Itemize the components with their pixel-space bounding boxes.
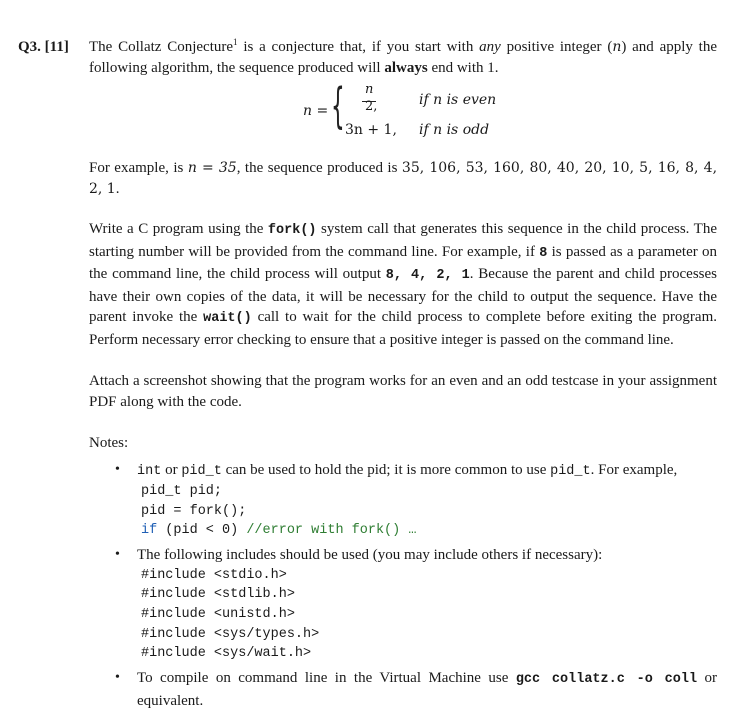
note-item: [89, 668, 717, 711]
intro-text: is a conjecture that, if you start with: [237, 39, 480, 55]
footnote-mark: 1: [233, 37, 238, 47]
formula-case-even: if n is even: [419, 92, 497, 108]
note-text: [137, 668, 717, 711]
note-text-part: or equivalent.: [137, 670, 717, 709]
bullet: •: [115, 461, 120, 477]
example-sequence: 35, 106, 53, 160, 80, 40, 20, 10, 5, 16, 8, 4, 2, 1: [89, 160, 718, 197]
code-wait: wait(): [203, 311, 252, 326]
emphasis-any: any: [479, 39, 501, 55]
code-int: int: [137, 463, 162, 479]
attach-paragraph: Attach a screenshot showing that the program works for an even and an odd testcase in your assignment PDF along with the code.: [89, 373, 717, 410]
code-line: pid = fork();: [141, 503, 247, 519]
variable-n: n: [612, 39, 622, 55]
task-text: . Because the parent and child processes have their own copies of the data, it will be necessary for the child to output the sequence. Have the parent invoke the: [89, 266, 717, 325]
example-paragraph: [89, 158, 717, 199]
note-text: [137, 460, 717, 483]
code-text: (pid < 0): [157, 523, 247, 539]
code-fork: fork(): [267, 223, 317, 238]
include-line: #include <stdlib.h>: [141, 587, 295, 603]
note-item: [89, 545, 717, 664]
task-text: Write a C program using the: [89, 221, 268, 237]
code-keyword: if: [141, 523, 158, 539]
notes-title: Notes:: [89, 435, 129, 451]
question-label: Q3. [11]: [18, 39, 69, 55]
intro-text: positive integer (: [500, 39, 613, 55]
code-line: [137, 521, 717, 541]
code-compile-command: gcc collatz.c -o coll: [515, 672, 698, 688]
intro-text: end with 1.: [427, 59, 499, 76]
task-text: is passed as a parameter on the command line, the child process will output: [89, 243, 718, 282]
note-item: [89, 460, 717, 542]
example-text: .: [115, 180, 120, 197]
collatz-formula: [89, 80, 717, 144]
task-text: call to wait for the child process to complete before exiting the program. Perform necessary error checking to ensure that a positive integer is passed on the command line.: [89, 309, 717, 348]
include-line: #include <stdio.h>: [141, 567, 287, 583]
code-pid-t: pid_t: [550, 463, 591, 479]
example-text: , the sequence produced is: [236, 160, 402, 176]
formula-numerator: n: [365, 82, 374, 97]
note-text: The following includes should be used (you may include others if necessary):: [137, 547, 603, 564]
code-eight: 8: [539, 245, 548, 261]
include-line: #include <unistd.h>: [141, 607, 295, 623]
code-pid-t: pid_t: [181, 463, 222, 479]
formula-brace: {: [331, 78, 345, 134]
note-text-part: or: [161, 461, 182, 478]
formula-comma: ,: [373, 99, 378, 114]
formula-case-odd: if n is odd: [419, 122, 490, 138]
include-line: #include <sys/wait.h>: [141, 646, 312, 662]
example-text: For example, is: [89, 160, 188, 176]
formula-lhs: n =: [303, 103, 329, 119]
intro-text: ) and apply the following algorithm, the sequence produced will: [89, 39, 718, 76]
formula-odd-expression: 3n + 1,: [345, 122, 397, 138]
question-body: [89, 37, 717, 715]
note-text-part: can be used to hold the pid; it is more common to use: [221, 461, 551, 478]
code-comment: //error with fork() …: [246, 523, 417, 539]
emphasis-always: always: [384, 59, 428, 76]
formula-denominator: [365, 97, 377, 118]
code-output: 8, 4, 2, 1: [385, 268, 470, 283]
denominator-value: 2: [365, 99, 374, 114]
notes-list: [89, 460, 717, 712]
note-text-part: To compile on command line in the Virtual Machine use: [137, 670, 516, 687]
task-text: system call that generates this sequence in the child process. The starting number will be provided from the command line. For example, if: [89, 221, 717, 260]
note-text-part: . For example,: [590, 461, 678, 478]
bullet: •: [115, 547, 120, 563]
include-line: #include <sys/types.h>: [141, 626, 320, 642]
code-line: pid_t pid;: [141, 484, 223, 499]
example-n-expression: n = 35: [187, 160, 237, 176]
task-paragraph: [89, 219, 717, 350]
intro-text: The Collatz Conjecture: [89, 39, 234, 55]
intro-paragraph: [89, 37, 717, 78]
bullet: •: [115, 670, 120, 686]
